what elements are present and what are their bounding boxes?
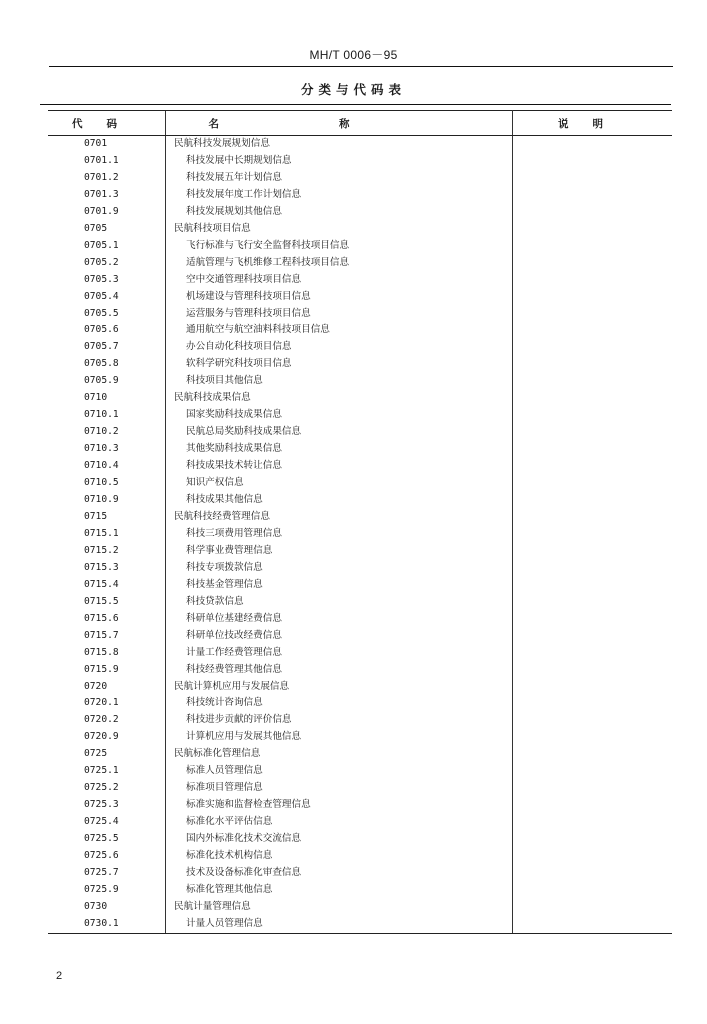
classification-code-table — [48, 110, 672, 934]
table-row — [48, 339, 672, 356]
note-cell — [513, 322, 673, 339]
name-cell: 科技统计咨询信息 — [166, 695, 513, 712]
table-row — [48, 356, 672, 373]
table-row — [48, 679, 672, 696]
note-cell — [513, 611, 673, 628]
note-cell — [513, 153, 673, 170]
note-cell — [513, 814, 673, 831]
code-cell: 0701 — [84, 138, 108, 149]
code-cell: 0705.5 — [84, 307, 119, 319]
note-cell — [513, 390, 673, 407]
table-row — [48, 204, 672, 221]
table-row — [48, 543, 672, 560]
name-cell: 知识产权信息 — [166, 475, 513, 492]
name-cell: 科技专项拨款信息 — [166, 560, 513, 577]
table-row — [48, 865, 672, 882]
note-cell — [513, 848, 673, 865]
table-row — [48, 373, 672, 390]
table-row — [48, 695, 672, 712]
name-cell: 计量人员管理信息 — [166, 916, 513, 933]
code-cell: 0725.9 — [84, 883, 119, 895]
table-row — [48, 848, 672, 865]
table-row — [48, 763, 672, 780]
name-cell: 通用航空与航空油料科技项目信息 — [166, 322, 513, 339]
table-row — [48, 170, 672, 187]
note-cell — [513, 916, 673, 933]
code-cell: 0705.9 — [84, 375, 119, 387]
name-cell: 民航计算机应用与发展信息 — [166, 679, 513, 696]
title-rule — [40, 104, 671, 105]
note-cell — [513, 204, 673, 221]
name-cell: 科研单位基建经费信息 — [166, 611, 513, 628]
name-cell: 标准人员管理信息 — [166, 763, 513, 780]
table-title: 分类与代码表 — [300, 82, 406, 97]
note-cell — [513, 187, 673, 204]
note-cell — [513, 492, 673, 509]
code-cell: 0701.2 — [84, 171, 119, 183]
name-cell: 民航科技项目信息 — [166, 221, 513, 238]
code-cell: 0730.1 — [48, 916, 166, 933]
name-cell: 民航标准化管理信息 — [166, 746, 513, 763]
note-cell — [513, 780, 673, 797]
name-cell: 计量工作经费管理信息 — [166, 645, 513, 662]
table-row — [48, 390, 672, 407]
note-cell — [513, 238, 673, 255]
table-row — [48, 289, 672, 306]
table-row — [48, 729, 672, 746]
table-row — [48, 238, 672, 255]
note-cell — [513, 373, 673, 390]
header-rule — [49, 66, 673, 67]
note-cell — [513, 865, 673, 882]
table-row — [48, 611, 672, 628]
name-cell: 国内外标准化技术交流信息 — [166, 831, 513, 848]
code-cell: 0710.9 — [84, 494, 119, 506]
note-cell — [513, 339, 673, 356]
code-cell: 0720 — [84, 680, 108, 692]
table-row — [48, 153, 672, 170]
table-row — [48, 712, 672, 729]
code-cell: 0730 — [84, 900, 108, 912]
code-cell: 0705.7 — [84, 341, 119, 353]
code-cell: 0720.9 — [84, 731, 119, 743]
table-row — [48, 509, 672, 526]
note-cell — [513, 594, 673, 611]
name-cell: 标准化技术机构信息 — [166, 848, 513, 865]
table-row — [48, 831, 672, 848]
code-cell: 0710.3 — [84, 443, 119, 455]
code-cell: 0725.3 — [84, 799, 119, 811]
code-cell: 0710 — [84, 392, 108, 404]
name-cell: 软科学研究科技项目信息 — [166, 356, 513, 373]
table-row — [48, 662, 672, 679]
code-cell: 0715.4 — [84, 578, 119, 590]
code-cell: 0701.1 — [84, 154, 119, 166]
table-row — [48, 136, 672, 153]
note-cell — [513, 746, 673, 763]
table-row — [48, 780, 672, 797]
code-cell: 0715.1 — [84, 527, 119, 539]
table-row — [48, 645, 672, 662]
table-row — [48, 187, 672, 204]
note-cell — [513, 662, 673, 679]
note-cell — [513, 577, 673, 594]
note-cell — [513, 407, 673, 424]
note-cell — [513, 356, 673, 373]
note-cell — [513, 255, 673, 272]
code-cell: 0710.2 — [84, 426, 119, 438]
code-cell: 0701.9 — [84, 205, 119, 217]
note-cell — [513, 729, 673, 746]
name-cell: 标准化管理其他信息 — [166, 882, 513, 899]
table-row — [48, 594, 672, 611]
name-cell: 科技三项费用管理信息 — [166, 526, 513, 543]
table-row — [48, 814, 672, 831]
name-cell: 民航总局奖励科技成果信息 — [166, 424, 513, 441]
name-cell: 飞行标准与飞行安全监督科技项目信息 — [166, 238, 513, 255]
name-cell: 科技成果其他信息 — [166, 492, 513, 509]
code-cell: 0715.8 — [84, 646, 119, 658]
table-row — [48, 255, 672, 272]
code-cell: 0725.7 — [84, 866, 119, 878]
code-cell: 0725.5 — [84, 833, 119, 845]
note-cell — [513, 475, 673, 492]
name-cell: 科技经费管理其他信息 — [166, 662, 513, 679]
name-cell: 科学事业费管理信息 — [166, 543, 513, 560]
table-row — [48, 560, 672, 577]
table-row — [48, 628, 672, 645]
note-cell — [513, 136, 673, 153]
column-header-name: 名称 — [166, 111, 513, 136]
code-cell: 0715.3 — [84, 561, 119, 573]
table-header-row — [48, 111, 672, 136]
code-cell: 0705.8 — [84, 358, 119, 370]
note-cell — [513, 899, 673, 916]
table-row — [48, 526, 672, 543]
note-cell — [513, 272, 673, 289]
note-cell — [513, 543, 673, 560]
note-cell — [513, 458, 673, 475]
table-row — [48, 899, 672, 916]
code-cell: 0720.1 — [84, 697, 119, 709]
note-cell — [513, 695, 673, 712]
code-cell: 0710.5 — [84, 477, 119, 489]
code-cell: 0701.3 — [84, 188, 119, 200]
note-cell — [513, 306, 673, 323]
code-cell: 0725 — [84, 748, 108, 760]
note-cell — [513, 882, 673, 899]
note-cell — [513, 628, 673, 645]
table-row — [48, 577, 672, 594]
name-cell: 民航科技经费管理信息 — [166, 509, 513, 526]
name-cell: 空中交通管理科技项目信息 — [166, 272, 513, 289]
name-cell: 机场建设与管理科技项目信息 — [166, 289, 513, 306]
note-cell — [513, 526, 673, 543]
standard-number: MH/T 0006－95 — [309, 48, 398, 62]
name-cell: 办公自动化科技项目信息 — [166, 339, 513, 356]
name-cell: 国家奖励科技成果信息 — [166, 407, 513, 424]
name-cell: 民航科技发展规划信息 — [166, 136, 513, 153]
code-cell: 0710.4 — [84, 460, 119, 472]
code-cell: 0715.6 — [84, 612, 119, 624]
name-cell: 其他奖励科技成果信息 — [166, 441, 513, 458]
code-cell: 0705 — [84, 222, 108, 234]
note-cell — [513, 831, 673, 848]
name-cell: 民航计量管理信息 — [166, 899, 513, 916]
table-row — [48, 492, 672, 509]
note-cell — [513, 441, 673, 458]
table-row — [48, 272, 672, 289]
table-row — [48, 424, 672, 441]
name-cell: 适航管理与飞机维修工程科技项目信息 — [166, 255, 513, 272]
name-cell: 标准项目管理信息 — [166, 780, 513, 797]
table-row — [48, 221, 672, 238]
note-cell — [513, 170, 673, 187]
code-cell: 0715.2 — [84, 544, 119, 556]
code-cell: 0725.4 — [84, 816, 119, 828]
code-cell: 0705.2 — [84, 256, 119, 268]
name-cell: 标准实施和监督检查管理信息 — [166, 797, 513, 814]
table-body — [48, 136, 672, 934]
table-row — [48, 475, 672, 492]
name-cell: 科技成果技术转让信息 — [166, 458, 513, 475]
table-row — [48, 458, 672, 475]
table-row — [48, 882, 672, 899]
name-cell: 科技发展五年计划信息 — [166, 170, 513, 187]
name-cell: 科技发展年度工作计划信息 — [166, 187, 513, 204]
name-cell: 科研单位技改经费信息 — [166, 628, 513, 645]
name-cell: 科技发展规划其他信息 — [166, 204, 513, 221]
column-header-note: 说明 — [513, 111, 673, 136]
code-cell: 0725.2 — [84, 782, 119, 794]
code-cell: 0720.2 — [84, 714, 119, 726]
code-cell: 0725.1 — [84, 765, 119, 777]
note-cell — [513, 645, 673, 662]
name-cell: 科技项目其他信息 — [166, 373, 513, 390]
note-cell — [513, 424, 673, 441]
code-cell: 0725.6 — [84, 850, 119, 862]
name-cell: 科技发展中长期规划信息 — [166, 153, 513, 170]
name-cell: 技术及设备标准化审查信息 — [166, 865, 513, 882]
table-row — [48, 407, 672, 424]
code-cell: 0705.6 — [84, 324, 119, 336]
code-cell: 0715.7 — [84, 629, 119, 641]
code-cell: 0705.3 — [84, 273, 119, 285]
note-cell — [513, 679, 673, 696]
name-cell: 标准化水平评估信息 — [166, 814, 513, 831]
note-cell — [513, 221, 673, 238]
name-cell: 运营服务与管理科技项目信息 — [166, 306, 513, 323]
note-cell — [513, 560, 673, 577]
column-header-code: 代码 — [48, 111, 166, 136]
name-cell: 科技进步贡献的评价信息 — [166, 712, 513, 729]
note-cell — [513, 712, 673, 729]
code-cell: 0715.5 — [84, 595, 119, 607]
name-cell: 民航科技成果信息 — [166, 390, 513, 407]
table-row — [48, 441, 672, 458]
table-row — [48, 916, 672, 933]
table-row — [48, 306, 672, 323]
name-cell: 计算机应用与发展其他信息 — [166, 729, 513, 746]
note-cell — [513, 763, 673, 780]
table-row — [48, 322, 672, 339]
name-cell: 科技基金管理信息 — [166, 577, 513, 594]
table-row — [48, 746, 672, 763]
page-number: 2 — [56, 970, 63, 982]
name-cell: 科技贷款信息 — [166, 594, 513, 611]
note-cell — [513, 509, 673, 526]
note-cell — [513, 797, 673, 814]
code-cell: 0705.1 — [84, 239, 119, 251]
code-cell: 0710.1 — [84, 409, 119, 421]
code-cell: 0715.9 — [84, 663, 119, 675]
table-row — [48, 797, 672, 814]
code-cell: 0715 — [84, 510, 108, 522]
note-cell — [513, 289, 673, 306]
code-cell: 0705.4 — [84, 290, 119, 302]
